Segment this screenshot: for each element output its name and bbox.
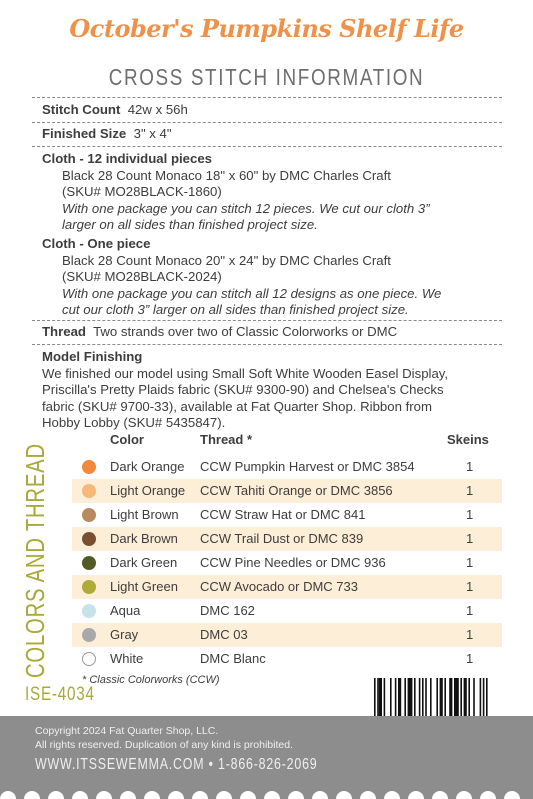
scallop-shape	[240, 791, 256, 799]
color-swatch	[82, 604, 96, 618]
scallop-shape	[0, 791, 16, 799]
cell-skeins: 1	[466, 531, 474, 546]
scallop-shape	[216, 791, 232, 799]
scallop-shape	[144, 791, 160, 799]
divider	[32, 122, 502, 123]
cell-thread: DMC 03	[200, 627, 248, 642]
divider	[32, 146, 502, 147]
cell-color: Light Green	[110, 579, 178, 594]
cell-thread: CCW Pine Needles or DMC 936	[200, 555, 386, 570]
cloth-individual-sku: (SKU# MO28BLACK-1860)	[62, 184, 222, 199]
cell-color: Aqua	[110, 603, 141, 618]
cell-skeins: 1	[466, 579, 474, 594]
cell-thread: DMC 162	[200, 603, 255, 618]
cloth-individual-line: Black 28 Count Monaco 18" x 60" by DMC Charles Craft	[62, 167, 391, 183]
cell-thread: DMC Blanc	[200, 651, 266, 666]
cloth-individual-note: larger on all sides than finished project size.	[62, 217, 318, 232]
color-swatch	[82, 460, 96, 474]
website-phone: WWW.ITSSEWEMMA.COM • 1-866-826-2069	[35, 756, 318, 773]
scallop-shape	[336, 791, 352, 799]
cloth-one-note: With one package you can stitch all 12 designs as one piece. We	[62, 285, 442, 301]
cell-color: Gray	[110, 627, 139, 642]
scallop-shape	[432, 791, 448, 799]
cell-thread: CCW Tahiti Orange or DMC 3856	[200, 483, 393, 498]
table-row	[72, 527, 502, 551]
stitch-count-value: 42w x 56h	[127, 102, 188, 117]
copyright-line: Copyright 2024 Fat Quarter Shop, LLC.	[35, 725, 219, 737]
side-label	[18, 443, 58, 678]
table-header	[0, 432, 533, 452]
footer-scallop	[0, 789, 533, 799]
cloth-one-note: cut our cloth 3” larger on all sides than finished project size.	[62, 302, 409, 317]
cell-color: Dark Orange	[110, 459, 185, 474]
cell-thread: CCW Pumpkin Harvest or DMC 3854	[200, 459, 415, 474]
cloth-one-section	[42, 236, 502, 319]
thread-info	[42, 324, 502, 341]
finished-size-value: 3" x 4"	[133, 126, 172, 141]
cell-skeins: 1	[466, 507, 474, 522]
cell-skeins: 1	[466, 603, 474, 618]
rights-line: All rights reserved. Duplication of any kind is prohibited.	[35, 739, 293, 751]
divider	[32, 320, 502, 321]
cell-color: White	[110, 651, 144, 666]
color-swatch	[82, 556, 96, 570]
cell-skeins: 1	[466, 555, 474, 570]
table-row	[72, 503, 502, 527]
scallop-shape	[456, 791, 472, 799]
table-row	[72, 575, 502, 599]
color-swatch	[82, 532, 96, 546]
header-thread: Thread *	[200, 432, 253, 447]
scallop-shape	[120, 791, 136, 799]
model-finishing-text: fabric (SKU# 9700-33), available at Fat Quarter Shop. Ribbon from	[42, 398, 432, 414]
stitch-count-label: Stitch Count	[42, 102, 121, 117]
table-row	[72, 455, 502, 479]
model-finishing-text: Hobby Lobby (SKU# 5435847).	[42, 415, 226, 430]
divider	[32, 344, 502, 345]
color-swatch	[82, 580, 96, 594]
model-finishing-section	[42, 349, 502, 432]
page-title: October's Pumpkins Shelf Life	[69, 14, 464, 43]
cloth-one-sku: (SKU# MO28BLACK-2024)	[62, 269, 222, 284]
scallop-shape	[480, 791, 496, 799]
scallop-shape	[72, 791, 88, 799]
stitch-count	[42, 102, 502, 119]
thread-value: Two strands over two of Classic Colorworks or DMC	[93, 324, 398, 339]
model-finishing-label: Model Finishing	[42, 349, 143, 364]
cell-skeins: 1	[466, 627, 474, 642]
cell-thread: CCW Trail Dust or DMC 839	[200, 531, 364, 546]
table-row	[72, 551, 502, 575]
cloth-one-line: Black 28 Count Monaco 20" x 24" by DMC Charles Craft	[62, 252, 391, 268]
model-finishing-text: Priscilla's Pretty Plaids fabric (SKU# 9300-90) and Chelsea's Checks	[42, 382, 444, 397]
table-row	[72, 623, 502, 647]
cell-thread: CCW Straw Hat or DMC 841	[200, 507, 366, 522]
scallop-shape	[96, 791, 112, 799]
footnote: * Classic Colorworks (CCW)	[82, 674, 220, 686]
finished-size	[42, 126, 502, 143]
scallop-shape	[408, 791, 424, 799]
finished-size-label: Finished Size	[42, 126, 127, 141]
scallop-shape	[24, 791, 40, 799]
scallop-shape	[288, 791, 304, 799]
divider	[32, 97, 502, 98]
scallop-shape	[504, 791, 520, 799]
copyright	[35, 724, 293, 752]
cell-skeins: 1	[466, 483, 474, 498]
scallop-shape	[312, 791, 328, 799]
cell-color: Dark Green	[110, 555, 178, 570]
cloth-one-label: Cloth - One piece	[42, 236, 151, 251]
cloth-individual-label: Cloth - 12 individual pieces	[42, 151, 213, 166]
scallop-shape	[264, 791, 280, 799]
cloth-individual-section	[42, 151, 502, 234]
scallop-shape	[360, 791, 376, 799]
model-finishing-text: We finished our model using Small Soft White Wooden Easel Display,	[42, 365, 449, 381]
table-row	[72, 647, 502, 671]
page-subtitle: CROSS STITCH INFORMATION	[108, 64, 425, 90]
cloth-individual-note: With one package you can stitch 12 pieces. We cut our cloth 3”	[62, 200, 430, 216]
cell-color: Light Orange	[110, 483, 186, 498]
cell-skeins: 1	[466, 651, 474, 666]
cell-color: Dark Brown	[110, 531, 178, 546]
cell-skeins: 1	[466, 459, 474, 474]
scallop-shape	[384, 791, 400, 799]
product-code: ISE-4034	[25, 684, 95, 705]
cell-thread: CCW Avocado or DMC 733	[200, 579, 358, 594]
color-swatch	[82, 508, 96, 522]
table-row	[72, 599, 502, 623]
color-swatch	[82, 652, 96, 666]
color-swatch	[82, 484, 96, 498]
scallop-shape	[168, 791, 184, 799]
header-color: Color	[110, 432, 144, 447]
scallop-shape	[48, 791, 64, 799]
side-label-text: COLORS AND THREAD	[20, 443, 50, 678]
table-row	[72, 479, 502, 503]
cell-color: Light Brown	[110, 507, 179, 522]
scallop-shape	[192, 791, 208, 799]
color-swatch	[82, 628, 96, 642]
header-skeins: Skeins	[447, 432, 489, 447]
thread-label: Thread	[42, 324, 86, 339]
